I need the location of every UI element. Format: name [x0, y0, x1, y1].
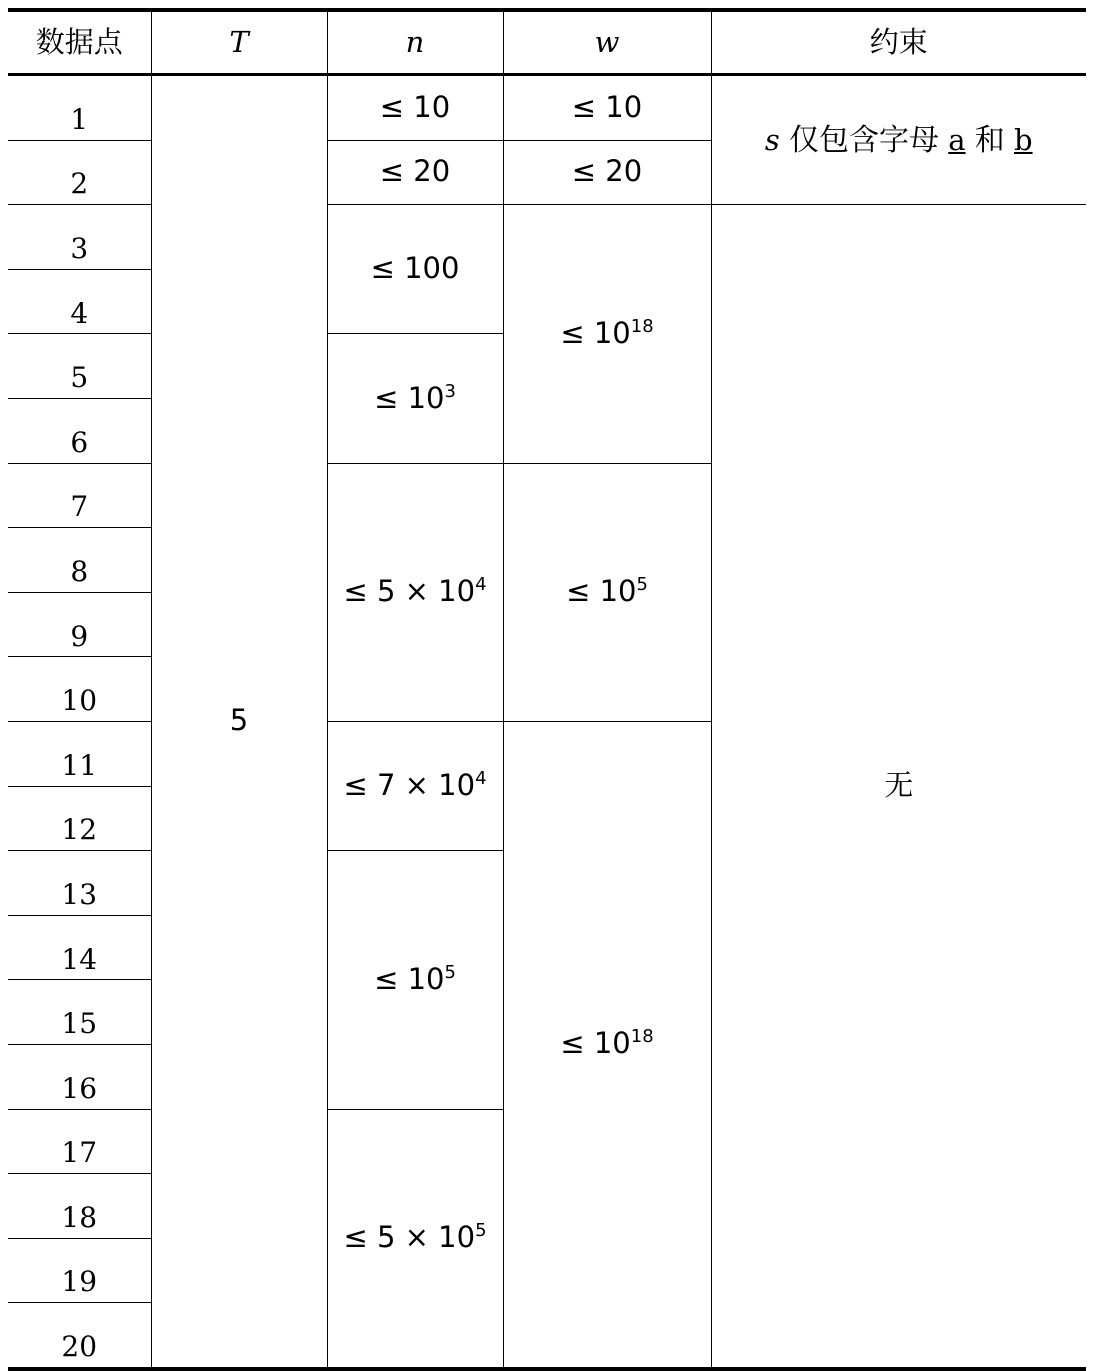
n-limit-cell [327, 851, 503, 1109]
n-limit-cell [327, 1109, 503, 1369]
row-label: 9 [8, 592, 151, 657]
header-w: w [503, 10, 711, 75]
w-limit-cell [503, 205, 711, 463]
row-label: 4 [8, 269, 151, 334]
header-case: 数据点 [8, 10, 151, 75]
w-limit-cell [503, 463, 711, 721]
w-limit-cell [503, 721, 711, 1368]
row-label: 12 [8, 786, 151, 851]
n-limit-base: ≤ 5 × 10 [343, 1220, 476, 1255]
w-limit-base: ≤ 10 [566, 574, 637, 609]
constraint-var: s [764, 122, 780, 157]
n-limit-cell [327, 463, 503, 721]
constraint-cell [711, 75, 1086, 205]
n-limit-exp: 3 [444, 380, 456, 402]
header-T: T [151, 10, 327, 75]
n-limit-exp: 4 [475, 767, 487, 789]
constraint-letter-a: a [948, 122, 966, 157]
w-limit-exp: 18 [630, 315, 654, 337]
header-row [8, 10, 1086, 75]
n-limit-exp: 4 [475, 574, 487, 596]
w-limit-exp: 5 [636, 574, 648, 596]
row-label: 3 [8, 205, 151, 270]
constraint-letter-b: b [1013, 122, 1033, 157]
row-label: 19 [8, 1238, 151, 1303]
header-constraint: 约束 [711, 10, 1086, 75]
row-label: 16 [8, 1044, 151, 1109]
row-label: 17 [8, 1109, 151, 1174]
row-label: 13 [8, 851, 151, 916]
n-limit-exp: 5 [475, 1220, 487, 1242]
n-limit-base: ≤ 10 [374, 380, 445, 415]
row-label: 6 [8, 398, 151, 463]
constraint-and: 和 [974, 122, 1005, 158]
n-limit-cell [327, 721, 503, 850]
n-limit-exp: 5 [444, 961, 456, 983]
T-value-cell: 5 [151, 75, 327, 1369]
n-limit-cell: ≤ 100 [327, 205, 503, 334]
row-label: 11 [8, 721, 151, 786]
row-label: 10 [8, 657, 151, 722]
n-limit-cell [327, 334, 503, 463]
row-label: 18 [8, 1174, 151, 1239]
subtask-table [8, 8, 1086, 1371]
n-limit-cell: ≤ 10 [327, 75, 503, 141]
n-limit-base: ≤ 7 × 10 [343, 768, 476, 803]
row-label: 20 [8, 1303, 151, 1369]
row-label: 8 [8, 528, 151, 593]
row-label: 5 [8, 334, 151, 399]
w-limit-base: ≤ 10 [560, 315, 631, 350]
constraint-none-cell: 无 [711, 205, 1086, 1369]
row-label: 2 [8, 140, 151, 205]
row-label: 14 [8, 915, 151, 980]
table-row [8, 75, 1086, 141]
w-limit-cell: ≤ 10 [503, 75, 711, 141]
w-limit-cell: ≤ 20 [503, 140, 711, 205]
row-label: 1 [8, 75, 151, 141]
row-label: 7 [8, 463, 151, 528]
w-limit-base: ≤ 10 [560, 1026, 631, 1061]
n-limit-base: ≤ 10 [374, 961, 445, 996]
header-n: n [327, 10, 503, 75]
n-limit-base: ≤ 5 × 10 [343, 574, 476, 609]
row-label: 15 [8, 980, 151, 1045]
n-limit-cell: ≤ 20 [327, 140, 503, 205]
constraint-text: 仅包含字母 [789, 122, 940, 158]
w-limit-exp: 18 [630, 1026, 654, 1048]
